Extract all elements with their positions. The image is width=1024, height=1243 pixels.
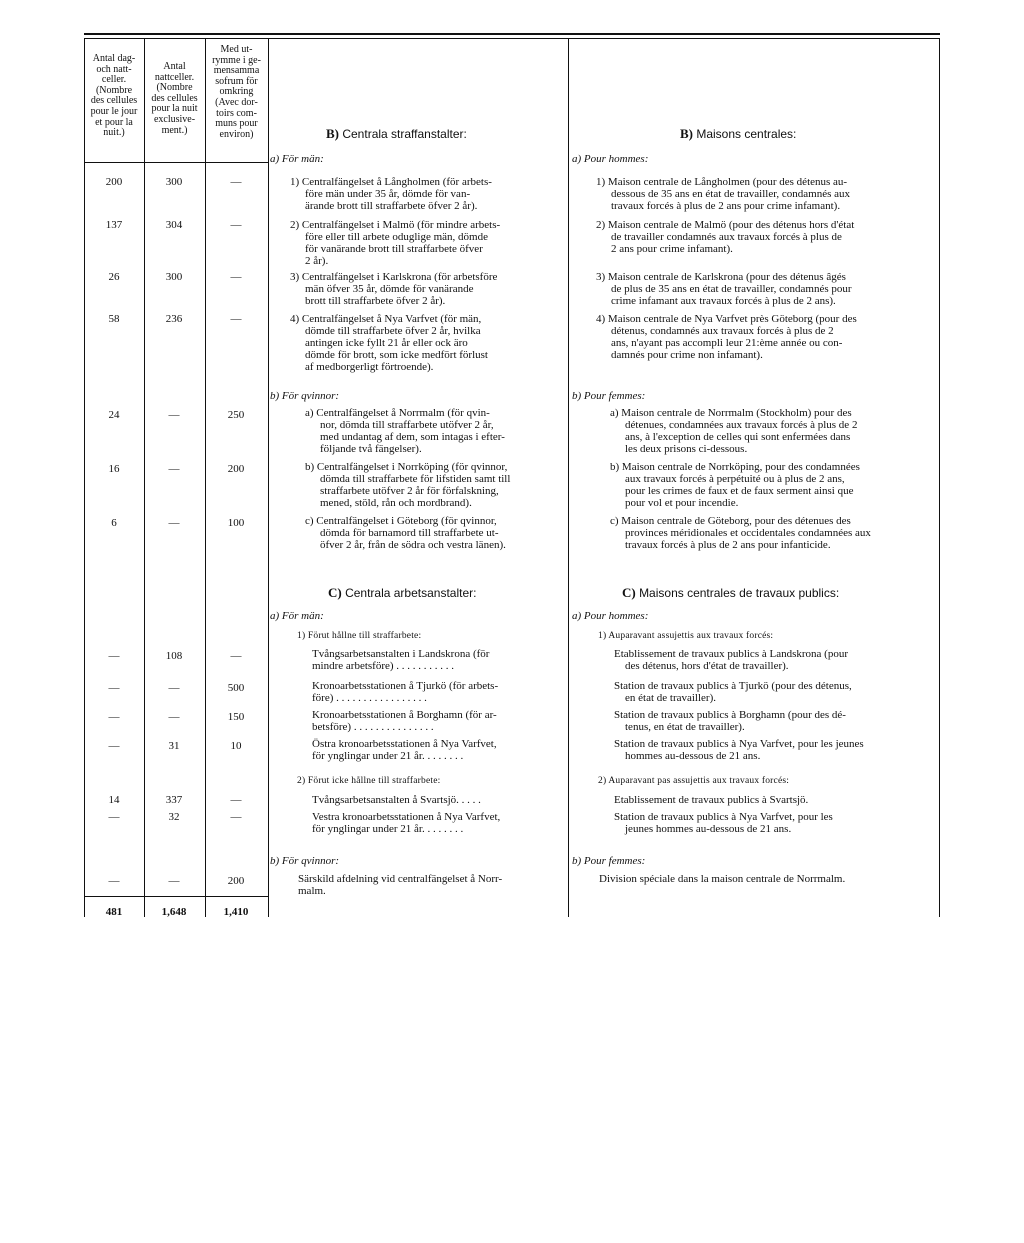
cell: 31 — [168, 740, 180, 752]
list-item: b) Centralfängelset i Norrköping (för qvinnor, dömda till straffarbete för lifstiden samt till straffarbete utöfver 2 år för förfalskning, mened, stöld, rån och mordbrand). — [305, 461, 511, 509]
cell: — — [108, 740, 120, 752]
cell: 32 — [168, 811, 180, 823]
cell: 137 — [105, 219, 123, 231]
list-item: a) Centralfängelset å Norrmalm (för qvin- nor, dömda till straffarbete utöfver 2 år, med undantag af dem, som intagas i efter- följande två fängelser). — [305, 407, 505, 455]
total-cell: 1,648 — [161, 906, 187, 918]
list-item: c) Centralfängelset i Göteborg (för qvinnor, dömda för barnamord till straffarbete ut- öfver 2 år, från de södra och vestra länen). — [305, 515, 506, 551]
group-label: 2) Auparavant pas assujettis aux travaux forcés: — [598, 776, 790, 786]
list-item: Östra kronoarbetsstationen å Nya Varfvet, för ynglingar under 21 år. . . . . . . . — [312, 738, 497, 762]
cell: 300 — [165, 176, 183, 188]
cell: 300 — [165, 271, 183, 283]
cell: 26 — [108, 271, 120, 283]
cell: — — [230, 811, 242, 823]
list-item: Station de travaux publics à Borghamn (pour des dé- tenus, en état de travailler). — [614, 709, 846, 733]
cell: 14 — [108, 794, 120, 806]
section-title-b-sv: B) Centrala straffanstalter: — [326, 126, 467, 141]
list-item: 2) Maison centrale de Malmö (pour des détenus hors d'état de travailler condamnés aux travaux forcés à plus de 2 ans pour crime infamant). — [596, 219, 855, 255]
col-divider — [268, 39, 269, 917]
cell: — — [108, 650, 120, 662]
group-label: 1) Förut hållne till straffarbete: — [297, 631, 422, 641]
list-item: 4) Centralfängelset å Nya Varfvet (för män, dömde till straffarbete öfver 2 år, hvilka antingen icke fyllt 21 år eller ock äro dömde för brott, som icke medfört förlust af medborgerligt förtroende). — [290, 313, 488, 373]
total-cell: 1,410 — [223, 906, 249, 918]
total-cell: 481 — [105, 906, 123, 918]
cell: — — [230, 176, 242, 188]
subsection-a-sv: a) För män: — [270, 610, 324, 622]
col-divider — [84, 39, 85, 917]
col-divider — [568, 39, 569, 917]
group-label: 2) Förut icke hållne till straffarbete: — [297, 776, 441, 786]
cell: — — [168, 711, 180, 723]
subsection-b-sv: b) För qvinnor: — [270, 855, 340, 867]
list-item: 2) Centralfängelset i Malmö (för mindre arbets- före eller till arbete oduglige män, dömde för vanärande brott till straffarbete öfver 2 år). — [290, 219, 501, 267]
col-divider — [205, 39, 206, 917]
cell: 200 — [227, 463, 245, 475]
cell: — — [168, 463, 180, 475]
list-item: 1) Centralfängelset å Långholmen (för arbets- före män under 35 år, dömde för van- ärande brott till straffarbete öfver 2 år). — [290, 176, 492, 212]
cell: — — [230, 650, 242, 662]
cell: 6 — [111, 517, 117, 529]
cell: 100 — [227, 517, 245, 529]
cell: 150 — [227, 711, 245, 723]
list-item: Tvångsarbetsanstalten å Svartsjö. . . . . — [312, 794, 481, 806]
cell: 337 — [165, 794, 183, 806]
cell: 500 — [227, 682, 245, 694]
list-item: a) Maison centrale de Norrmalm (Stockholm) pour des détenues, condamnées aux travaux forcés à plus de 2 ans, à l'exception de celles qui sont enfermées dans les deux prisons ci-dessous. — [610, 407, 858, 455]
subsection-b-fr: b) Pour femmes: — [572, 855, 646, 867]
subsection-a-fr: a) Pour hommes: — [572, 153, 649, 165]
col-divider — [144, 39, 145, 917]
cell: — — [230, 219, 242, 231]
section-title-c-fr: C) Maisons centrales de travaux publics: — [622, 585, 840, 600]
cell: — — [230, 271, 242, 283]
cell: 10 — [230, 740, 242, 752]
list-item: b) Maison centrale de Norrköping, pour des condamnées aux travaux forcés à perpétuité ou à plus de 2 ans, pour les crimes de faux et de faux serment ainsi que pour vol et pour incendie. — [610, 461, 860, 509]
cell: 304 — [165, 219, 183, 231]
subsection-b-sv: b) För qvinnor: — [270, 390, 340, 402]
cell: 108 — [165, 650, 183, 662]
cell: 16 — [108, 463, 120, 475]
list-item: 4) Maison centrale de Nya Varfvet près Göteborg (pour des détenus, condamnés aux travaux forcés à plus de 2 ans, n'ayant pas accompli leur 21:ème année ou con- damnés pour crime non infamant). — [596, 313, 857, 361]
list-item: Station de travaux publics à Tjurkö (pour des détenus, en état de travailler). — [614, 680, 852, 704]
totals-rule — [84, 896, 268, 897]
cell: — — [230, 313, 242, 325]
list-item: 3) Maison centrale de Karlskrona (pour des détenus âgés de plus de 35 ans en état de travailler, condamnés pour crime infamant aux travaux forcés à plus de 2 ans). — [596, 271, 852, 307]
list-item: Division spéciale dans la maison centrale de Norrmalm. — [599, 873, 846, 885]
section-title-c-sv: C) Centrala arbetsanstalter: — [328, 585, 477, 600]
list-item: Etablissement de travaux publics à Svartsjö. — [614, 794, 809, 806]
cell: 250 — [227, 409, 245, 421]
cell: 58 — [108, 313, 120, 325]
cell: 236 — [165, 313, 183, 325]
top-rule — [84, 33, 940, 35]
cell: — — [108, 811, 120, 823]
list-item: Vestra kronoarbetsstationen å Nya Varfvet, för ynglingar under 21 år. . . . . . . . — [312, 811, 501, 835]
list-item: Station de travaux publics à Nya Varfvet, pour les jeunes hommes au-dessous de 21 ans. — [614, 811, 833, 835]
header-col2: Antal nattceller. (Nombre des cellules pour la nuit exclusive- ment.) — [151, 61, 198, 136]
cell: — — [108, 711, 120, 723]
cell: 24 — [108, 409, 120, 421]
cell: 200 — [227, 875, 245, 887]
list-item: Kronoarbetsstationen å Tjurkö (för arbets- före) . . . . . . . . . . . . . . . . . — [312, 680, 499, 704]
section-title-b-fr: B) Maisons centrales: — [680, 126, 797, 141]
top-rule-thin — [84, 38, 940, 39]
list-item: Station de travaux publics à Nya Varfvet, pour les jeunes hommes au-dessous de 21 ans. — [614, 738, 864, 762]
col-divider — [939, 39, 940, 917]
cell: 200 — [105, 176, 123, 188]
subsection-b-fr: b) Pour femmes: — [572, 390, 646, 402]
header-col1: Antal dag- och natt- celler. (Nombre des cellules pour le jour et pour la nuit.) — [90, 53, 138, 139]
cell: — — [108, 875, 120, 887]
cell: — — [168, 517, 180, 529]
list-item: 1) Maison centrale de Långholmen (pour des détenus au- dessous de 35 ans en état de travailler, condamnés aux travaux forcés à plus de 2 ans pour crime infamant). — [596, 176, 851, 212]
cell: — — [108, 682, 120, 694]
header-col3: Med ut- rymme i ge- mensamma sofrum för omkring (Avec dor- toirs com- muns pour environ) — [212, 44, 261, 140]
subsection-a-sv: a) För män: — [270, 153, 324, 165]
list-item: Tvångsarbetsanstalten i Landskrona (för mindre arbetsföre) . . . . . . . . . . . — [312, 648, 490, 672]
list-item: 3) Centralfängelset i Karlskrona (för arbetsföre män öfver 35 år, dömde för vanärande brott till straffarbete öfver 2 år). — [290, 271, 498, 307]
list-item: Särskild afdelning vid centralfängelset å Norr- malm. — [298, 873, 503, 897]
cell: — — [168, 682, 180, 694]
list-item: Kronoarbetsstationen å Borghamn (för ar- betsföre) . . . . . . . . . . . . . . . — [312, 709, 497, 733]
subsection-a-fr: a) Pour hommes: — [572, 610, 649, 622]
list-item: Etablissement de travaux publics à Landskrona (pour des détenus, hors d'état de travailler). — [614, 648, 848, 672]
header-rule — [84, 162, 268, 163]
cell: — — [230, 794, 242, 806]
list-item: c) Maison centrale de Göteborg, pour des détenues des provinces méridionales et occidentales condamnées aux travaux forcés à plus de 2 ans pour infanticide. — [610, 515, 871, 551]
group-label: 1) Auparavant assujettis aux travaux forcés: — [598, 631, 774, 641]
cell: — — [168, 875, 180, 887]
cell: — — [168, 409, 180, 421]
